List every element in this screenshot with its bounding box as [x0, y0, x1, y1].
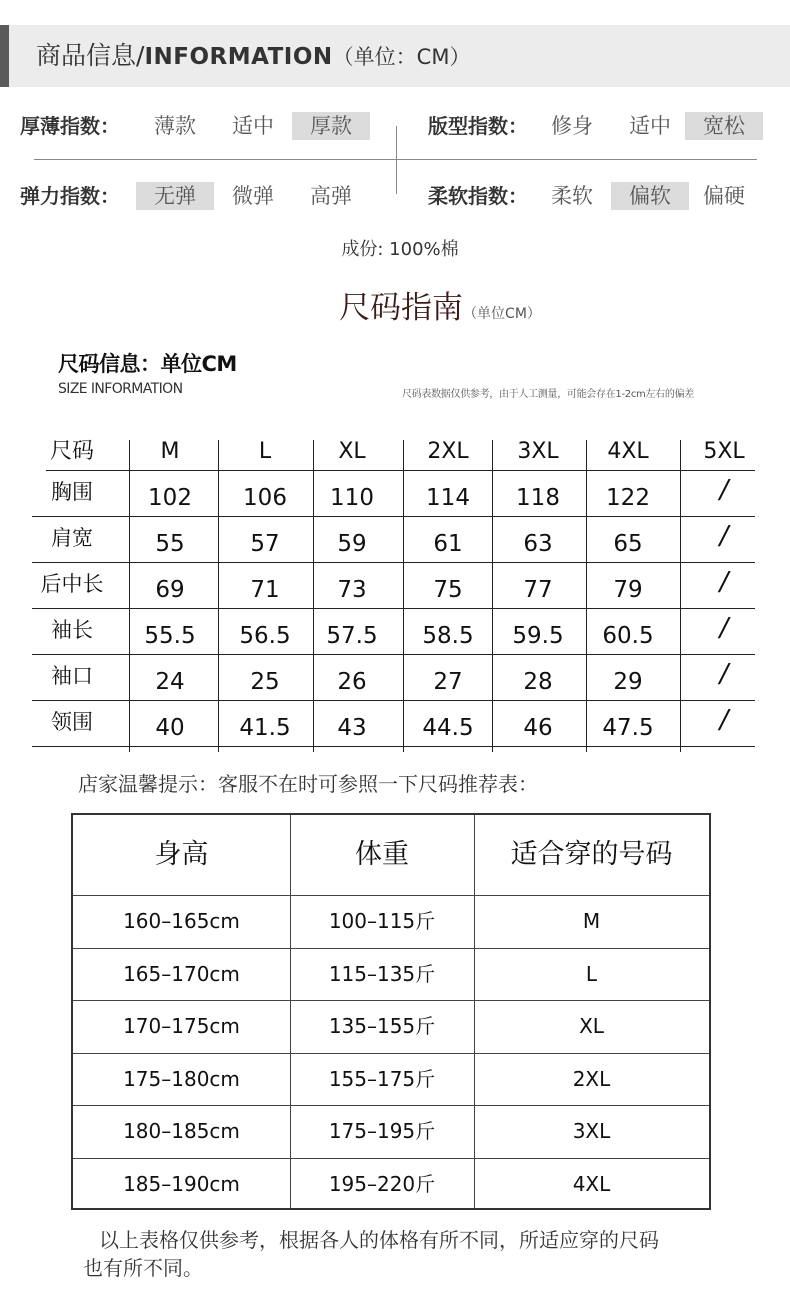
size-info-title: 尺码信息：单位CM [58, 352, 237, 376]
recommend-table-cell: 115–135斤 [328, 961, 436, 986]
recommend-table-header: 体重 [355, 839, 409, 870]
index-option-selected: 宽松 [685, 112, 763, 140]
size-table-cell: 40 [155, 715, 185, 741]
size-table-corner: 尺码 [49, 439, 94, 464]
size-table-size-header: 5XL [703, 439, 745, 464]
recommend-table-cell: 4XL [572, 1171, 611, 1196]
size-table-cell: 118 [516, 485, 560, 511]
size-table-cell: 69 [155, 577, 185, 603]
size-table-cell: 47.5 [602, 715, 654, 741]
composition: 成份: 100%棉 [341, 239, 459, 260]
size-table-cell: / [719, 613, 729, 643]
size-table-size-header: M [160, 439, 180, 464]
recommend-table-cell: 170–175cm [123, 1014, 240, 1038]
recommend-table-cell: 135–155斤 [328, 1014, 436, 1038]
tip-text: 店家温馨提示：客服不在时可参照一下尺码推荐表： [78, 772, 538, 796]
size-table-cell: 61 [433, 531, 463, 557]
size-table-row-divider [46, 470, 755, 471]
size-table-cell: 122 [606, 485, 650, 511]
size-table-size-header: L [258, 439, 272, 464]
index-label: 版型指数： [428, 114, 528, 138]
size-table-cell: 58.5 [422, 623, 474, 649]
recommend-table-cell: 2XL [572, 1066, 611, 1091]
index-option-selected: 偏软 [611, 182, 689, 210]
size-table-cell: 110 [330, 485, 374, 511]
size-table-row-label: 袖长 [51, 618, 93, 642]
size-table-cell: 44.5 [422, 715, 474, 741]
index-option: 高弹 [310, 184, 352, 208]
size-table-cell: / [719, 521, 729, 551]
size-table-cell: 59 [337, 531, 367, 557]
size-table-row-label: 袖口 [51, 664, 93, 688]
size-table-cell: 57 [250, 531, 280, 557]
recommend-table-cell: 175–195斤 [328, 1119, 436, 1143]
size-table-cell: 60.5 [602, 623, 654, 649]
size-table-size-header: 2XL [427, 439, 469, 464]
size-table-cell: 63 [523, 531, 553, 557]
size-table-cell: 26 [337, 669, 367, 695]
size-table-row-label: 肩宽 [51, 526, 93, 550]
size-table-cell: 25 [250, 669, 280, 695]
size-table-cell: 28 [523, 669, 553, 695]
size-table [0, 430, 790, 750]
size-table-cell: / [719, 475, 729, 505]
recommend-table-cell: XL [579, 1014, 604, 1038]
index-option: 偏硬 [703, 184, 745, 208]
footer-note-line-2: 也有所不同。 [83, 1256, 203, 1280]
recommend-table-header: 适合穿的号码 [510, 839, 673, 870]
size-table-row-label: 后中长 [40, 572, 104, 596]
size-table-cell: 65 [613, 531, 643, 557]
size-table-cell: 55.5 [144, 623, 196, 649]
header-title [36, 25, 470, 87]
recommend-table-cell: 160–165cm [123, 909, 240, 933]
recommend-table-cell: 3XL [572, 1119, 611, 1143]
size-table-cell: 106 [243, 485, 287, 511]
recommend-table-cell: 185–190cm [123, 1171, 240, 1196]
size-table-cell: 77 [523, 577, 553, 603]
size-guide-title [0, 282, 790, 327]
size-table-size-header: 3XL [517, 439, 559, 464]
size-info-subtitle: SIZE INFORMATION [58, 381, 183, 397]
size-table-cell: 57.5 [326, 623, 378, 649]
index-option: 修身 [551, 114, 593, 138]
index-option: 适中 [629, 114, 671, 138]
recommend-table-header: 身高 [154, 839, 209, 870]
footer-note-line-1: 以上表格仅供参考，根据各人的体格有所不同，所适应穿的尺码 [99, 1228, 659, 1252]
size-table-row-label: 胸围 [51, 480, 93, 504]
size-guide-unit: （单位CM） [463, 306, 541, 322]
index-option-selected: 厚款 [292, 112, 370, 140]
size-table-cell: 27 [433, 669, 463, 695]
index-label: 柔软指数： [428, 184, 528, 208]
indices-divider-vertical [396, 126, 397, 194]
recommend-table-cell: M [582, 909, 601, 933]
index-option-selected: 无弹 [136, 182, 214, 210]
size-table-cell: / [719, 705, 729, 735]
size-table-size-header: 4XL [607, 439, 649, 464]
recommend-table-cell: 195–220斤 [328, 1171, 436, 1196]
size-table-cell: 24 [155, 669, 185, 695]
size-table-cell: 73 [337, 577, 367, 603]
size-table-cell: 114 [426, 485, 470, 511]
size-table-cell: 41.5 [239, 715, 291, 741]
recommend-table-cell: 165–170cm [123, 961, 240, 986]
recommend-table-cell: 180–185cm [123, 1119, 240, 1143]
recommend-table-cell: L [585, 961, 598, 986]
index-option: 微弹 [232, 184, 274, 208]
index-option: 柔软 [551, 184, 593, 208]
recommend-table-cell: 100–115斤 [328, 909, 436, 933]
header-unit: （单位：CM） [332, 45, 471, 69]
index-option: 薄款 [154, 114, 196, 138]
size-note: 尺码表数据仅供参考，由于人工测量，可能会存在1-2cm左右的偏差 [402, 389, 694, 400]
size-guide-title-text: 尺码指南 [339, 290, 464, 326]
size-table-cell: 43 [337, 715, 367, 741]
size-table-cell: 56.5 [239, 623, 291, 649]
size-table-cell: 71 [250, 577, 280, 603]
size-table-cell: 59.5 [512, 623, 564, 649]
size-table-row-label: 领围 [51, 710, 93, 734]
size-table-cell: 102 [148, 485, 192, 511]
size-table-cell: 79 [613, 577, 643, 603]
index-label: 弹力指数： [20, 184, 120, 208]
size-table-cell: / [719, 659, 729, 689]
header-accent-bar [0, 25, 9, 87]
size-table-cell: 46 [523, 715, 553, 741]
index-option: 适中 [232, 114, 274, 138]
footer-note [83, 1226, 723, 1282]
size-table-cell: / [719, 567, 729, 597]
header-title-en: INFORMATION [144, 44, 333, 70]
header-title-cn: 商品信息/ [36, 41, 145, 70]
recommend-table-cell: 175–180cm [123, 1066, 240, 1091]
recommend-table-cell: 155–175斤 [328, 1066, 436, 1091]
size-table-cell: 75 [433, 577, 463, 603]
size-table-cell: 29 [613, 669, 643, 695]
index-label: 厚薄指数： [20, 114, 120, 138]
size-table-cell: 55 [155, 531, 185, 557]
recommend-table [71, 813, 711, 1210]
size-table-size-header: XL [338, 439, 366, 464]
